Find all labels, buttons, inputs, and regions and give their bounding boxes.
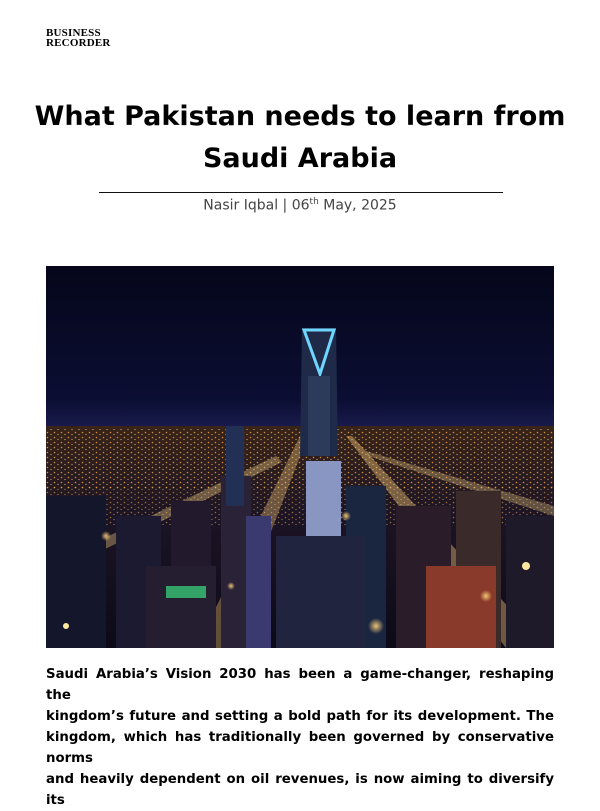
title-divider — [99, 192, 503, 193]
title-line-1: What Pakistan needs to learn from — [34, 101, 566, 132]
logo-line-2: RECORDER — [46, 37, 111, 49]
title-line-2: Saudi Arabia — [202, 143, 398, 174]
date-day: 06 — [291, 197, 310, 214]
body-line-4: and heavily dependent on oil revenues, is now aiming to diversify its — [46, 772, 554, 808]
date-suffix: th — [309, 197, 319, 207]
article-title — [0, 96, 600, 180]
body-line-2: kingdom’s future and setting a bold path for its development. The — [46, 709, 554, 724]
article-body — [46, 664, 554, 811]
riyadh-night-skyline-photo — [46, 266, 554, 648]
date-rest: May, 2025 — [323, 197, 397, 214]
body-line-3: kingdom, which has traditionally been governed by conservative norms — [46, 730, 554, 766]
author-name: Nasir Iqbal — [203, 197, 279, 214]
byline-separator: | — [282, 197, 288, 214]
byline — [0, 197, 600, 214]
business-recorder-logo[interactable] — [46, 28, 111, 48]
body-line-1: Saudi Arabia’s Vision 2030 has been a game-changer, reshaping the — [46, 667, 554, 703]
logo-line-1: BUSINESS — [46, 27, 101, 39]
